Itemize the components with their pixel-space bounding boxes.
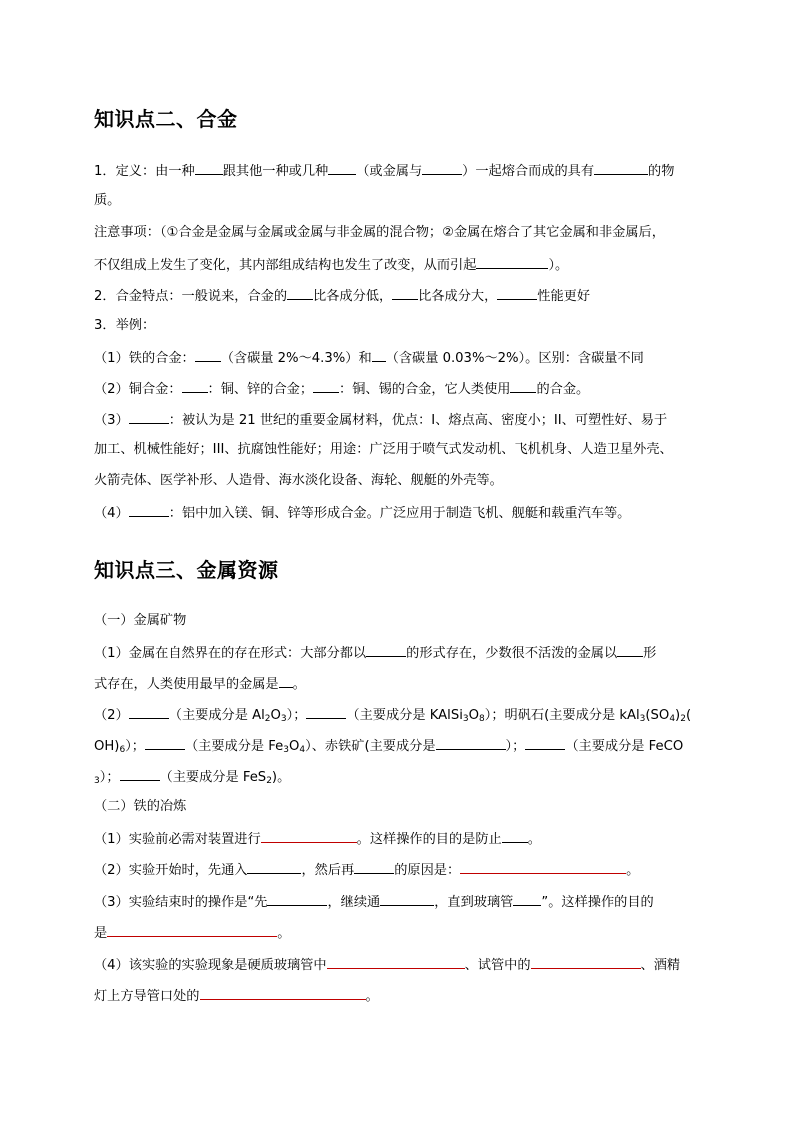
titanium-line-3: 火箭壳体、医学补形、人造骨、海水淡化设备、海轮、舰艇的外壳等。 xyxy=(94,473,503,488)
text: 2．合金特点：一般说来，合金的 xyxy=(94,289,288,304)
text: ”。这样操作的目的 xyxy=(541,895,654,910)
text: O xyxy=(468,708,479,723)
blank[interactable] xyxy=(372,349,386,362)
blank[interactable] xyxy=(328,162,356,175)
blank[interactable] xyxy=(460,861,626,874)
text: ( xyxy=(685,708,692,723)
text: ：被认为是 21 世纪的重要金属材料，优点：I、熔点高、密度小；II、可塑性好、易于 xyxy=(168,413,668,428)
ores-line-1 xyxy=(94,706,691,724)
blank[interactable] xyxy=(195,162,223,175)
minerals-line-2 xyxy=(94,675,306,693)
text: 、试管中的 xyxy=(464,958,531,973)
blank[interactable] xyxy=(594,162,648,175)
text: ）一起熔合而成的具有 xyxy=(462,164,595,179)
blank[interactable] xyxy=(502,830,528,843)
text: )。 xyxy=(271,770,291,785)
blank[interactable] xyxy=(354,861,394,874)
text: （1）铁的合金： xyxy=(94,351,195,366)
blank[interactable] xyxy=(261,830,357,843)
note-line-1: 注意事项：（①合金是金属与金属或金属与非金属的混合物；②金属在熔合了其它金属和非金属后， xyxy=(94,225,665,240)
blank[interactable] xyxy=(366,644,406,657)
text: 的合金。 xyxy=(536,382,590,397)
text: 1．定义：由一种 xyxy=(94,164,195,179)
blank[interactable] xyxy=(392,287,418,300)
subscript: 4 xyxy=(299,745,306,755)
text: 、酒精 xyxy=(640,958,681,973)
text: （4） xyxy=(94,506,129,521)
text: 。 xyxy=(365,989,379,1004)
text: ) xyxy=(675,708,681,723)
smelting-line-2 xyxy=(94,861,639,879)
smelting-line-3 xyxy=(94,893,654,911)
text: 。这样操作的目的是防止 xyxy=(356,832,502,847)
text: ，直到玻璃管 xyxy=(434,895,514,910)
text: （含碳量 2%～4.3%）和 xyxy=(220,351,372,366)
subscript: 2 xyxy=(266,776,272,786)
text: (SO xyxy=(645,708,670,723)
text: OH) xyxy=(94,739,120,754)
blank[interactable] xyxy=(107,924,277,937)
blank[interactable] xyxy=(422,162,462,175)
iron-alloy-line xyxy=(94,349,644,367)
subsection-iron-smelting: （二）铁的冶炼 xyxy=(94,799,187,814)
text: 形 xyxy=(643,646,657,661)
subscript: 8 xyxy=(479,714,485,724)
aluminium-alloy-line xyxy=(94,504,630,522)
ores-line-2 xyxy=(94,737,683,755)
blank[interactable] xyxy=(617,644,643,657)
examples-heading: 3．举例： xyxy=(94,318,156,333)
blank[interactable] xyxy=(279,675,293,688)
titanium-line-1 xyxy=(94,411,667,429)
text: （或金属与 xyxy=(356,164,423,179)
text: （主要成分是 FeCO xyxy=(565,739,684,754)
subscript: 3 xyxy=(639,714,646,724)
blank[interactable] xyxy=(129,706,169,719)
text: 。 xyxy=(527,832,541,847)
subsection-metal-minerals: （一）金属矿物 xyxy=(94,613,187,628)
subscript: 3 xyxy=(462,714,469,724)
blank[interactable] xyxy=(195,349,221,362)
blank[interactable] xyxy=(510,380,536,393)
text: （2） xyxy=(94,708,129,723)
subscript: 2 xyxy=(680,714,686,724)
text: ：铝中加入镁、铜、锌等形成合金。广泛应用于制造飞机、舰艇和载重汽车等。 xyxy=(168,506,631,521)
blank[interactable] xyxy=(497,287,537,300)
text: （2）铜合金： xyxy=(94,382,182,397)
text: （主要成分是 FeS xyxy=(159,770,267,785)
text: ，然后再 xyxy=(301,863,355,878)
text: 的物 xyxy=(648,164,675,179)
text: （3）实验结束时的操作是“先 xyxy=(94,895,268,910)
text: 。 xyxy=(277,926,291,941)
alloy-features-line xyxy=(94,287,590,305)
text: （主要成分是 KAlSi xyxy=(346,708,463,723)
blank[interactable] xyxy=(145,737,185,750)
text: ）；明矾石(主要成分是 kAl xyxy=(484,708,640,723)
text: 是 xyxy=(94,926,108,941)
subscript: 2 xyxy=(264,714,271,724)
subscript: 3 xyxy=(280,714,287,724)
blank[interactable] xyxy=(531,956,641,969)
text: 不仅组成上发生了变化，其内部组成结构也发生了改变，从而引起 xyxy=(94,258,477,273)
ores-line-3 xyxy=(94,768,290,786)
text: 。 xyxy=(292,677,306,692)
text: ）； xyxy=(505,739,526,754)
blank[interactable] xyxy=(182,380,208,393)
subscript: 4 xyxy=(669,714,676,724)
smelting-line-1 xyxy=(94,830,541,848)
subscript: 6 xyxy=(119,745,126,755)
section-title-alloy: 知识点二、合金 xyxy=(94,107,238,131)
text: （2）实验开始时，先通入 xyxy=(94,863,248,878)
text: （3） xyxy=(94,413,129,428)
text: （主要成分是 Al xyxy=(168,708,265,723)
text: 的形式存在，少数很不活泼的金属以 xyxy=(406,646,618,661)
text: ）； xyxy=(286,708,307,723)
smelting-line-4 xyxy=(94,924,290,942)
text: 比各成分大， xyxy=(418,289,498,304)
text: （1）实验前必需对装置进行 xyxy=(94,832,261,847)
text: 的原因是： xyxy=(394,863,461,878)
blank[interactable] xyxy=(525,737,565,750)
copper-alloy-line xyxy=(94,380,589,398)
text: ）； xyxy=(125,739,145,754)
blank[interactable] xyxy=(129,504,169,517)
text: 比各成分低， xyxy=(313,289,393,304)
text: O xyxy=(289,739,300,754)
definition-line-2: 质。 xyxy=(94,193,121,208)
text: （主要成分是 Fe xyxy=(184,739,284,754)
text: ）； xyxy=(99,770,120,785)
blank[interactable] xyxy=(476,256,548,269)
section-title-metal-resources: 知识点三、金属资源 xyxy=(94,558,279,582)
blank[interactable] xyxy=(200,987,366,1000)
blank[interactable] xyxy=(287,287,313,300)
blank[interactable] xyxy=(380,893,434,906)
text: O xyxy=(270,708,281,723)
text: 式存在，人类使用最早的金属是 xyxy=(94,677,279,692)
definition-line xyxy=(94,162,674,180)
text: （1）金属在自然界在的存在形式：大部分都以 xyxy=(94,646,367,661)
text: ：铜、锡的合金，它人类使用 xyxy=(339,382,511,397)
text: 跟其他一种或几种 xyxy=(222,164,329,179)
blank[interactable] xyxy=(306,706,346,719)
blank[interactable] xyxy=(327,956,465,969)
text: （含碳量 0.03%～2%）。区别：含碳量不同 xyxy=(385,351,644,366)
text: ：铜、锌的合金； xyxy=(207,382,314,397)
blank[interactable] xyxy=(436,737,506,750)
minerals-line-1 xyxy=(94,644,656,662)
text: ）。 xyxy=(548,258,569,273)
subscript: 3 xyxy=(94,776,100,786)
text: ，继续通 xyxy=(327,895,381,910)
text: ）、赤铁矿(主要成分是 xyxy=(305,739,436,754)
text: 灯上方导管口处的 xyxy=(94,989,200,1004)
blank[interactable] xyxy=(129,411,169,424)
titanium-line-2: 加工、机械性能好；III、抗腐蚀性能好；用途：广泛用于喷气式发动机、飞机机身、人造卫星外壳、 xyxy=(94,442,673,457)
smelting-line-6 xyxy=(94,987,379,1005)
note-line-2 xyxy=(94,256,568,274)
text: 。 xyxy=(626,863,640,878)
blank[interactable] xyxy=(313,380,339,393)
blank[interactable] xyxy=(513,893,541,906)
blank[interactable] xyxy=(267,893,327,906)
blank[interactable] xyxy=(247,861,301,874)
text: （4）该实验的实验现象是硬质玻璃管中 xyxy=(94,958,327,973)
subscript: 3 xyxy=(283,745,289,755)
text: 性能更好 xyxy=(537,289,591,304)
smelting-line-5 xyxy=(94,956,680,974)
blank[interactable] xyxy=(120,768,160,781)
